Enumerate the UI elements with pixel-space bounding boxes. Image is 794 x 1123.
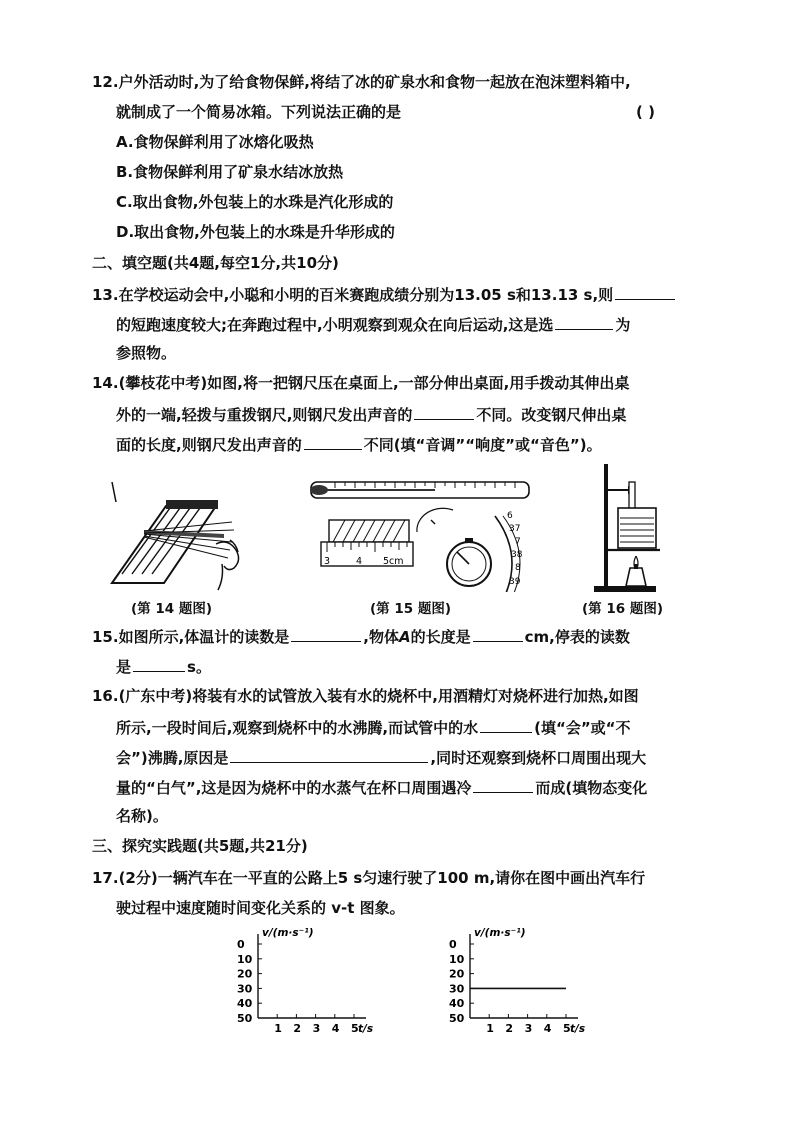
clinical-thermometer [310, 482, 529, 498]
stopwatch-num-7: 7 [515, 537, 521, 547]
q14-line3 [116, 433, 602, 455]
q13-blank-2[interactable] [555, 313, 613, 330]
x-tick-label: 1 [486, 1022, 494, 1035]
q14-text-c: 面的长度,则钢尺发出声音的 [116, 436, 302, 454]
x-tick-label: 1 [274, 1022, 282, 1035]
y-tick-label: 30 [237, 982, 253, 996]
q14-text-b: 不同。改变钢尺伸出桌 [476, 406, 627, 424]
q16-text-e: 量的“白气”,这是因为烧杯中的水蒸气在杯口周围遇冷 [116, 779, 472, 797]
q16-line1: 16.(广东中考)将装有水的试管放入装有水的烧杯中,用酒精灯对烧杯进行加热,如图 [92, 687, 639, 705]
q16-text-d: ,同时还观察到烧杯口周围出现大 [430, 749, 647, 767]
q14-text-d: 不同(填“音调”“响度”或“音色”)。 [363, 436, 602, 454]
q16-blank-1[interactable] [480, 716, 532, 733]
q14-line2 [116, 403, 626, 425]
q15-text-b: ,物体 [363, 628, 399, 646]
q12-answer-paren: ( ) [636, 103, 655, 121]
q15-line2 [116, 655, 211, 677]
fig14-caption: (第 14 题图) [131, 601, 213, 617]
q16-text-c: 会”)沸腾,原因是 [116, 749, 229, 767]
q16-text-b: (填“会”或“不 [534, 719, 631, 737]
q16-line2 [116, 716, 631, 738]
q12-stem-line1: 12.户外活动时,为了给食物保鲜,将结了冰的矿泉水和食物一起放在泡沫塑料箱中, [92, 73, 631, 91]
q13-text-a: 13.在学校运动会中,小聪和小明的百米赛跑成绩分别为13.05 s和13.13 s,则 [92, 286, 614, 304]
y-tick-label: 30 [449, 982, 465, 996]
q15-text-f: s。 [187, 658, 211, 676]
q12-option-d: D.取出食物,外包装上的水珠是升华形成的 [116, 223, 395, 241]
y-tick-label: 10 [237, 952, 253, 966]
stopwatch-num-39: 39 [509, 577, 521, 587]
y-tick-label: 0 [237, 938, 245, 951]
q15-object-a: A [398, 628, 411, 646]
q13-text-b: 的短跑速度较大;在奔跑过程中,小明观察到观众在向后运动,这是选 [116, 316, 554, 334]
stopwatch-num-37: 37 [509, 524, 521, 534]
x-tick-label: 3 [524, 1022, 533, 1035]
q14-blank-2[interactable] [304, 433, 362, 450]
stopwatch-num-38: 38 [511, 550, 523, 560]
y-tick-label: 50 [449, 1012, 465, 1025]
q16-blank-3[interactable] [473, 776, 533, 793]
fig14-ruler-on-table-figure [104, 478, 254, 596]
ruler-with-object-a [321, 520, 413, 567]
section-2-heading: 二、填空题(共4题,每空1分,共10分) [92, 254, 339, 272]
q15-blank-1[interactable] [291, 625, 361, 642]
x-tick-label: 5 [563, 1022, 571, 1035]
ruler-tick-3: 3 [324, 556, 331, 567]
q12-option-c: C.取出食物,外包装上的水珠是汽化形成的 [116, 193, 394, 211]
vt-graph-blank[interactable] [228, 924, 378, 1036]
y-tick-label: 20 [237, 967, 253, 981]
q12-stem-line2: 就制成了一个简易冰箱。下列说法正确的是 [116, 103, 402, 121]
section-3-heading: 三、探究实践题(共5题,共21分) [92, 837, 308, 855]
y-tick-label: 40 [449, 997, 465, 1011]
fig15-caption: (第 15 题图) [370, 601, 452, 617]
q13-blank-1[interactable] [615, 283, 675, 300]
y-tick-label: 0 [449, 938, 457, 951]
q13-line2 [116, 313, 630, 335]
y-tick-label: 10 [449, 952, 465, 966]
y-tick-label: 20 [449, 967, 465, 981]
q15-text-c: 的长度是 [410, 628, 471, 646]
x-tick-label: 5 [351, 1022, 359, 1035]
y-axis-label: v/(m·s⁻¹) [474, 927, 526, 939]
q15-text-a: 15.如图所示,体温计的读数是 [92, 628, 290, 646]
q14-blank-1[interactable] [414, 403, 474, 420]
q14-line1: 14.(攀枝花中考)如图,将一把钢尺压在桌面上,一部分伸出桌面,用手拨动其伸出桌 [92, 374, 630, 392]
y-axis-label: v/(m·s⁻¹) [262, 927, 314, 939]
q16-text-f: 而成(填物态变化 [535, 779, 648, 797]
q13-text-c: 为 [615, 316, 631, 334]
q14-text-a: 外的一端,轻拨与重拨钢尺,则钢尺发出声音的 [116, 406, 413, 424]
x-axis-label: t/s [358, 1023, 374, 1035]
x-tick-label: 4 [331, 1022, 340, 1035]
y-tick-label: 40 [237, 997, 253, 1011]
q13-line3: 参照物。 [116, 344, 177, 362]
ruler-tick-5cm: 5cm [383, 556, 404, 567]
vt-graph-answer [440, 924, 590, 1036]
q15-text-d: cm,停表的读数 [524, 628, 630, 646]
stopwatch-num-8: 8 [515, 563, 521, 573]
x-tick-label: 4 [543, 1022, 552, 1035]
q15-blank-2[interactable] [473, 625, 523, 642]
x-tick-label: 2 [505, 1022, 514, 1035]
q16-blank-2[interactable] [230, 746, 428, 763]
q13-line1 [92, 283, 677, 305]
ruler-tick-4: 4 [356, 556, 363, 567]
q12-option-b: B.食物保鲜利用了矿泉水结冰放热 [116, 163, 344, 181]
q15-line1 [92, 625, 630, 647]
fig16-caption: (第 16 题图) [582, 601, 664, 617]
q16-line3 [116, 746, 646, 768]
fig15-measurement-figure [305, 476, 535, 592]
q16-line4 [116, 776, 647, 798]
fig16-heating-apparatus-figure [588, 462, 668, 594]
q15-blank-3[interactable] [133, 655, 185, 672]
stopwatch-num-6: 6 [507, 511, 513, 521]
q17-line2: 驶过程中速度随时间变化关系的 v-t 图象。 [116, 899, 405, 917]
q15-text-e: 是 [116, 658, 132, 676]
x-axis-label: t/s [570, 1023, 586, 1035]
q12-option-a: A.食物保鲜利用了冰熔化吸热 [116, 133, 314, 151]
stopwatch [417, 508, 523, 592]
q16-line5: 名称)。 [116, 807, 168, 825]
q17-line1: 17.(2分)一辆汽车在一平直的公路上5 s匀速行驶了100 m,请你在图中画出汽车行 [92, 869, 646, 887]
y-tick-label: 50 [237, 1012, 253, 1025]
x-tick-label: 2 [293, 1022, 302, 1035]
x-tick-label: 3 [312, 1022, 321, 1035]
q16-text-a: 所示,一段时间后,观察到烧杯中的水沸腾,而试管中的水 [116, 719, 479, 737]
